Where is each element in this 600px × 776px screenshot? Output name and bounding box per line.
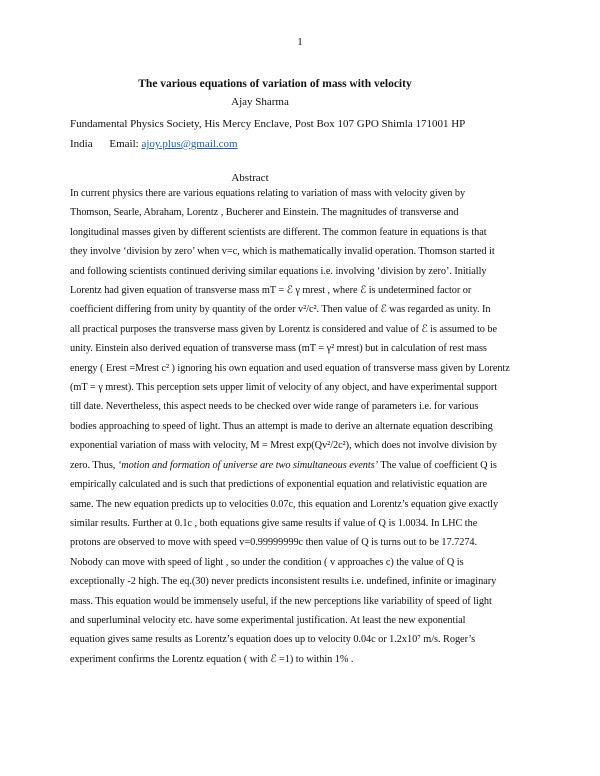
abstract-line: bodies approaching to speed of light. Thus an attempt is made to derive an alternate equation describing	[70, 420, 493, 432]
abstract-line: and superluminal velocity etc. have some experimental justification. At least the new exponential	[70, 614, 466, 626]
abstract-line: energy ( Erest =Mrest c² ) ignoring his own equation and used equation of transverse mass given by Lorentz	[70, 362, 510, 374]
abstract-line: same. The new equation predicts up to velocities 0.07c, this equation and Lorentz’s equation give exactly	[70, 498, 499, 510]
abstract-line: In current physics there are various equations relating to variation of mass with velocity given by	[70, 188, 466, 199]
affiliation-block	[70, 114, 540, 154]
abstract-heading: Abstract	[231, 172, 269, 184]
abstract-line-start: zero. Thus,	[70, 459, 118, 471]
abstract-line: unity. Einstein also derived equation of transverse mass (mT = γ² mrest) but in calculation of rest mass	[70, 343, 487, 355]
abstract-line: till date. Nevertheless, this aspect needs to be checked over wide range of parameters i.e. for various	[70, 401, 479, 413]
abstract-line: similar results. Further at 0.1c , both equations give same results if value of Q is 1.0034. In LHC the	[70, 517, 478, 529]
abstract-line: experiment confirms the Lorentz equation ( with ℰ =1) to within 1% .	[70, 653, 354, 665]
contact-line	[70, 134, 540, 154]
abstract-line: Thomson, Searle, Abraham, Lorentz , Bucherer and Einstein. The magnitudes of transverse and	[70, 207, 459, 219]
abstract-line: all practical purposes the transverse mass given by Lorentz is considered and value of ℰ is assumed to be	[70, 323, 498, 335]
abstract-line: equation gives same results as Lorentz’s equation does up to velocity 0.04c or 1.2x10⁷ m/s. Roger’s	[70, 634, 476, 646]
country: India	[70, 138, 93, 150]
abstract-line	[70, 456, 534, 475]
abstract-line: mass. This equation would be immensely useful, if the new perceptions like variability of speed of light	[70, 595, 492, 607]
abstract-line: Lorentz had given equation of transverse mass mT = ℰ γ mrest , where ℰ is undetermined factor or	[70, 285, 472, 297]
abstract-line: coefficient differing from unity by quantity of the order v²/c². Then value of ℰ was regarded as unity. In	[70, 304, 491, 316]
paper-title: The various equations of variation of mass with velocity	[138, 78, 412, 90]
author-name: Ajay Sharma	[231, 96, 289, 108]
affiliation-address: Fundamental Physics Society, His Mercy Enclave, Post Box 107 GPO Shimla 171001 HP	[70, 118, 466, 130]
abstract-line: empirically calculated and is such that predictions of exponential equation and relativistic equation are	[70, 479, 488, 491]
email-link[interactable]: ajoy.plus@gmail.com	[141, 138, 238, 150]
abstract-body	[70, 184, 534, 669]
abstract-line-tail: The value of coefficient Q is	[378, 459, 497, 471]
abstract-line: (mT = γ mrest). This perception sets upper limit of velocity of any object, and have experimental support	[70, 382, 498, 394]
italic-phrase: ‘motion and formation of universe are two simultaneous events’	[117, 459, 379, 471]
abstract-line: exponential variation of mass with velocity, M = Mrest exp(Qv²/2c²), which does not involve division by	[70, 440, 497, 452]
abstract-line: and following scientists continued deriving similar equations i.e. involving ‘division by zero’. Initially	[70, 265, 487, 277]
abstract-line: protons are observed to move with speed v=0.99999999c then value of Q is turns out to be 17.7274.	[70, 537, 478, 549]
page-number: 1	[297, 36, 303, 48]
abstract-line: Nobody can move with speed of light , so under the condition ( v approaches c) the value of Q is	[70, 556, 464, 568]
abstract-line: longitudinal masses given by different scientists are different. The common feature in equations is that	[70, 226, 487, 238]
abstract-line: exceptionally -2 high. The eq.(30) never predicts inconsistent results i.e. undefined, infinite or imaginary	[70, 576, 497, 588]
email-label: Email:	[109, 138, 139, 150]
abstract-line: they involve ‘division by zero’ when v=c, which is mathematically invalid operation. Thomson started it	[70, 246, 495, 258]
